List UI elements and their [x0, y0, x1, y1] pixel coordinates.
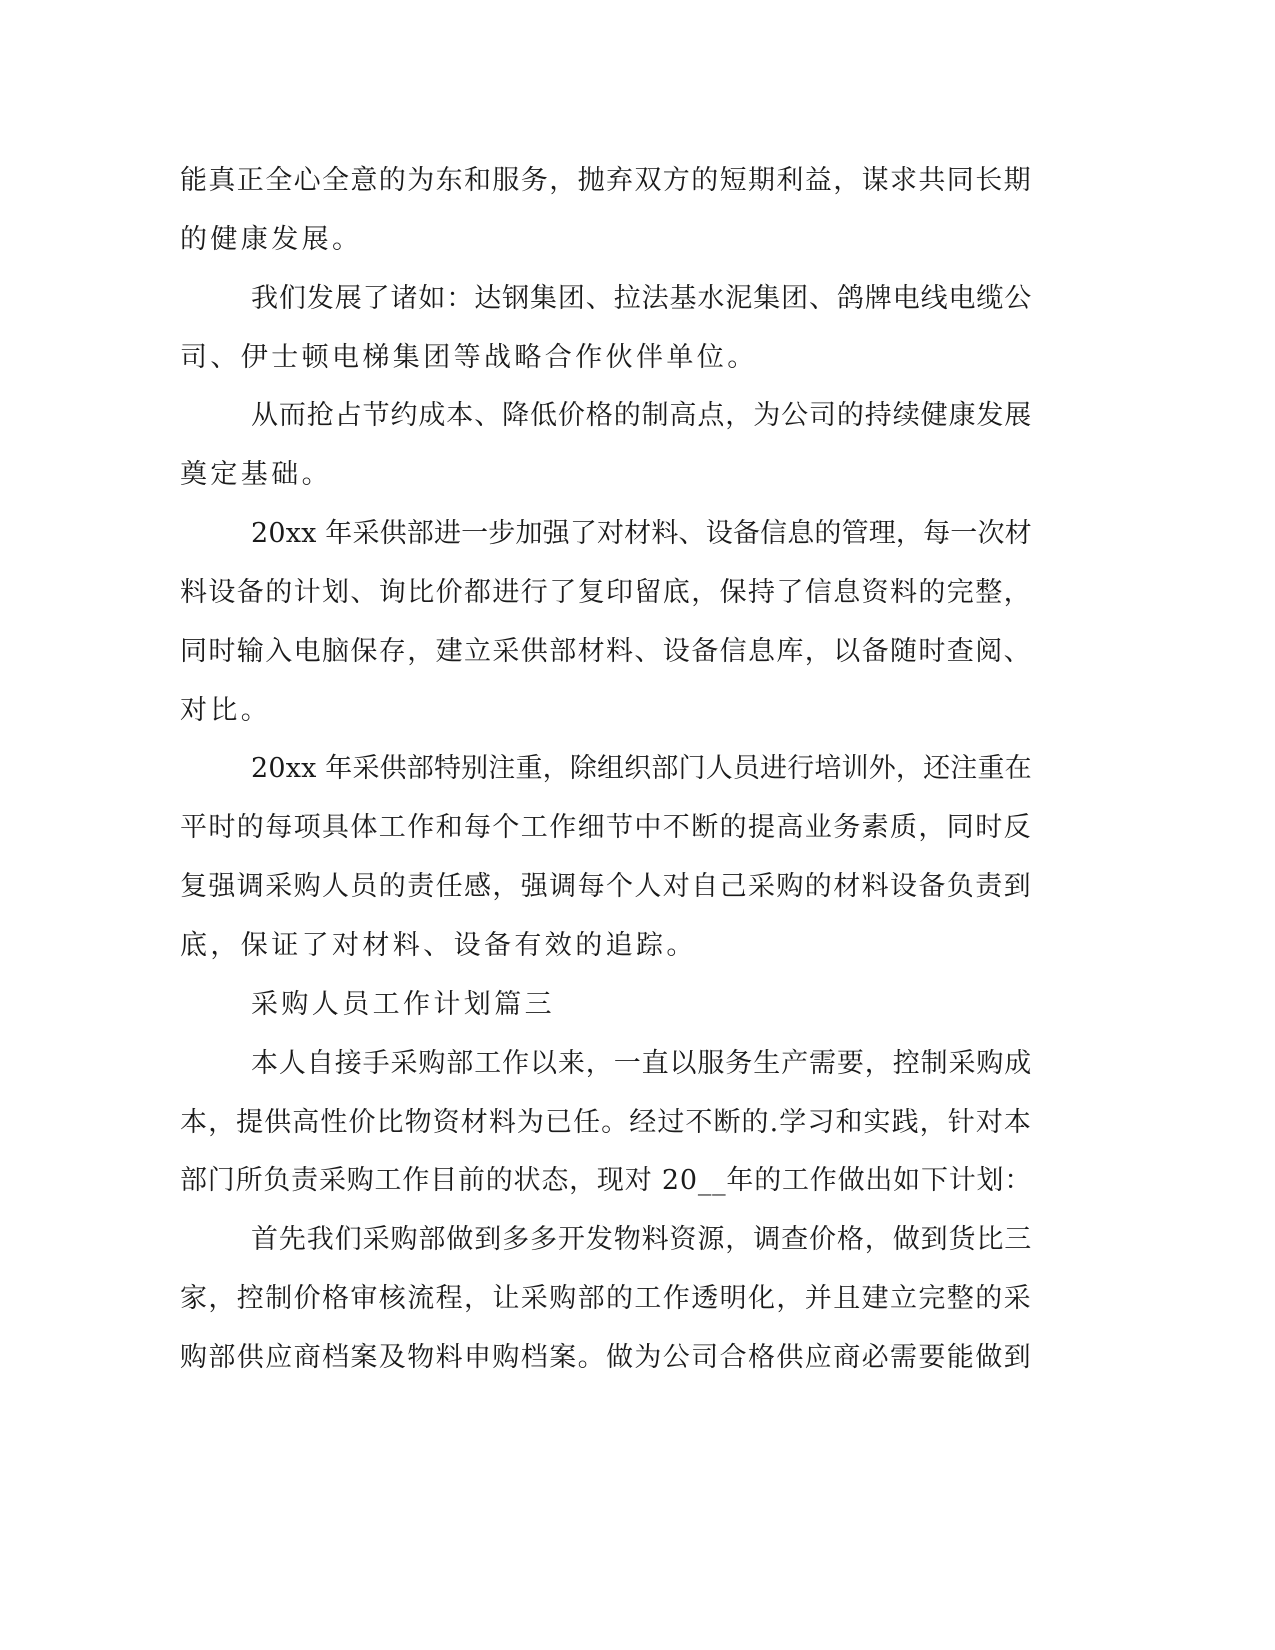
- text-line: 部门所负责采购工作目前的状态，现对 20__年的工作做出如下计划：: [180, 1165, 1033, 1196]
- text-line: 奠定基础。: [180, 459, 332, 490]
- text-line: 平时的每项具体工作和每个工作细节中不断的提高业务素质，同时反: [180, 812, 1032, 843]
- text-line: 复强调采购人员的责任感，强调每个人对自己采购的材料设备负责到: [180, 871, 1032, 902]
- text-line: 底，保证了对材料、设备有效的追踪。: [180, 930, 697, 961]
- paragraph-first-line: 我们发展了诸如：达钢集团、拉法基水泥集团、鸽牌电线电缆公: [251, 283, 1033, 314]
- paragraph-first-line: 首先我们采购部做到多多开发物料资源，调查价格，做到货比三: [251, 1224, 1033, 1255]
- paragraph-first-line: 从而抢占节约成本、降低价格的制高点，为公司的持续健康发展: [251, 400, 1033, 431]
- text-line: 料设备的计划、询比价都进行了复印留底，保持了信息资料的完整，: [180, 577, 1032, 608]
- text-line: 购部供应商档案及物料申购档案。做为公司合格供应商必需要能做到: [180, 1342, 1032, 1373]
- paragraph-first-line: 20xx 年采供部进一步加强了对材料、设备信息的管理，每一次材: [251, 518, 1032, 549]
- text-line: 对比。: [180, 695, 272, 726]
- section-heading: 采购人员工作计划篇三: [251, 989, 555, 1020]
- text-line: 能真正全心全意的为东和服务，抛弃双方的短期利益，谋求共同长期: [180, 165, 1032, 196]
- paragraph-first-line: 本人自接手采购部工作以来，一直以服务生产需要，控制采购成: [251, 1048, 1033, 1079]
- text-line: 的健康发展。: [180, 224, 363, 255]
- text-line: 司、伊士顿电梯集团等战略合作伙伴单位。: [180, 342, 758, 373]
- paragraph-first-line: 20xx 年采供部特别注重，除组织部门人员进行培训外，还注重在: [251, 753, 1032, 784]
- text-line: 同时输入电脑保存，建立采供部材料、设备信息库，以备随时查阅、: [180, 636, 1032, 667]
- text-line: 家，控制价格审核流程，让采购部的工作透明化，并且建立完整的采: [180, 1283, 1032, 1314]
- text-line: 本，提供高性价比物资材料为已任。经过不断的.学习和实践，针对本: [180, 1107, 1032, 1138]
